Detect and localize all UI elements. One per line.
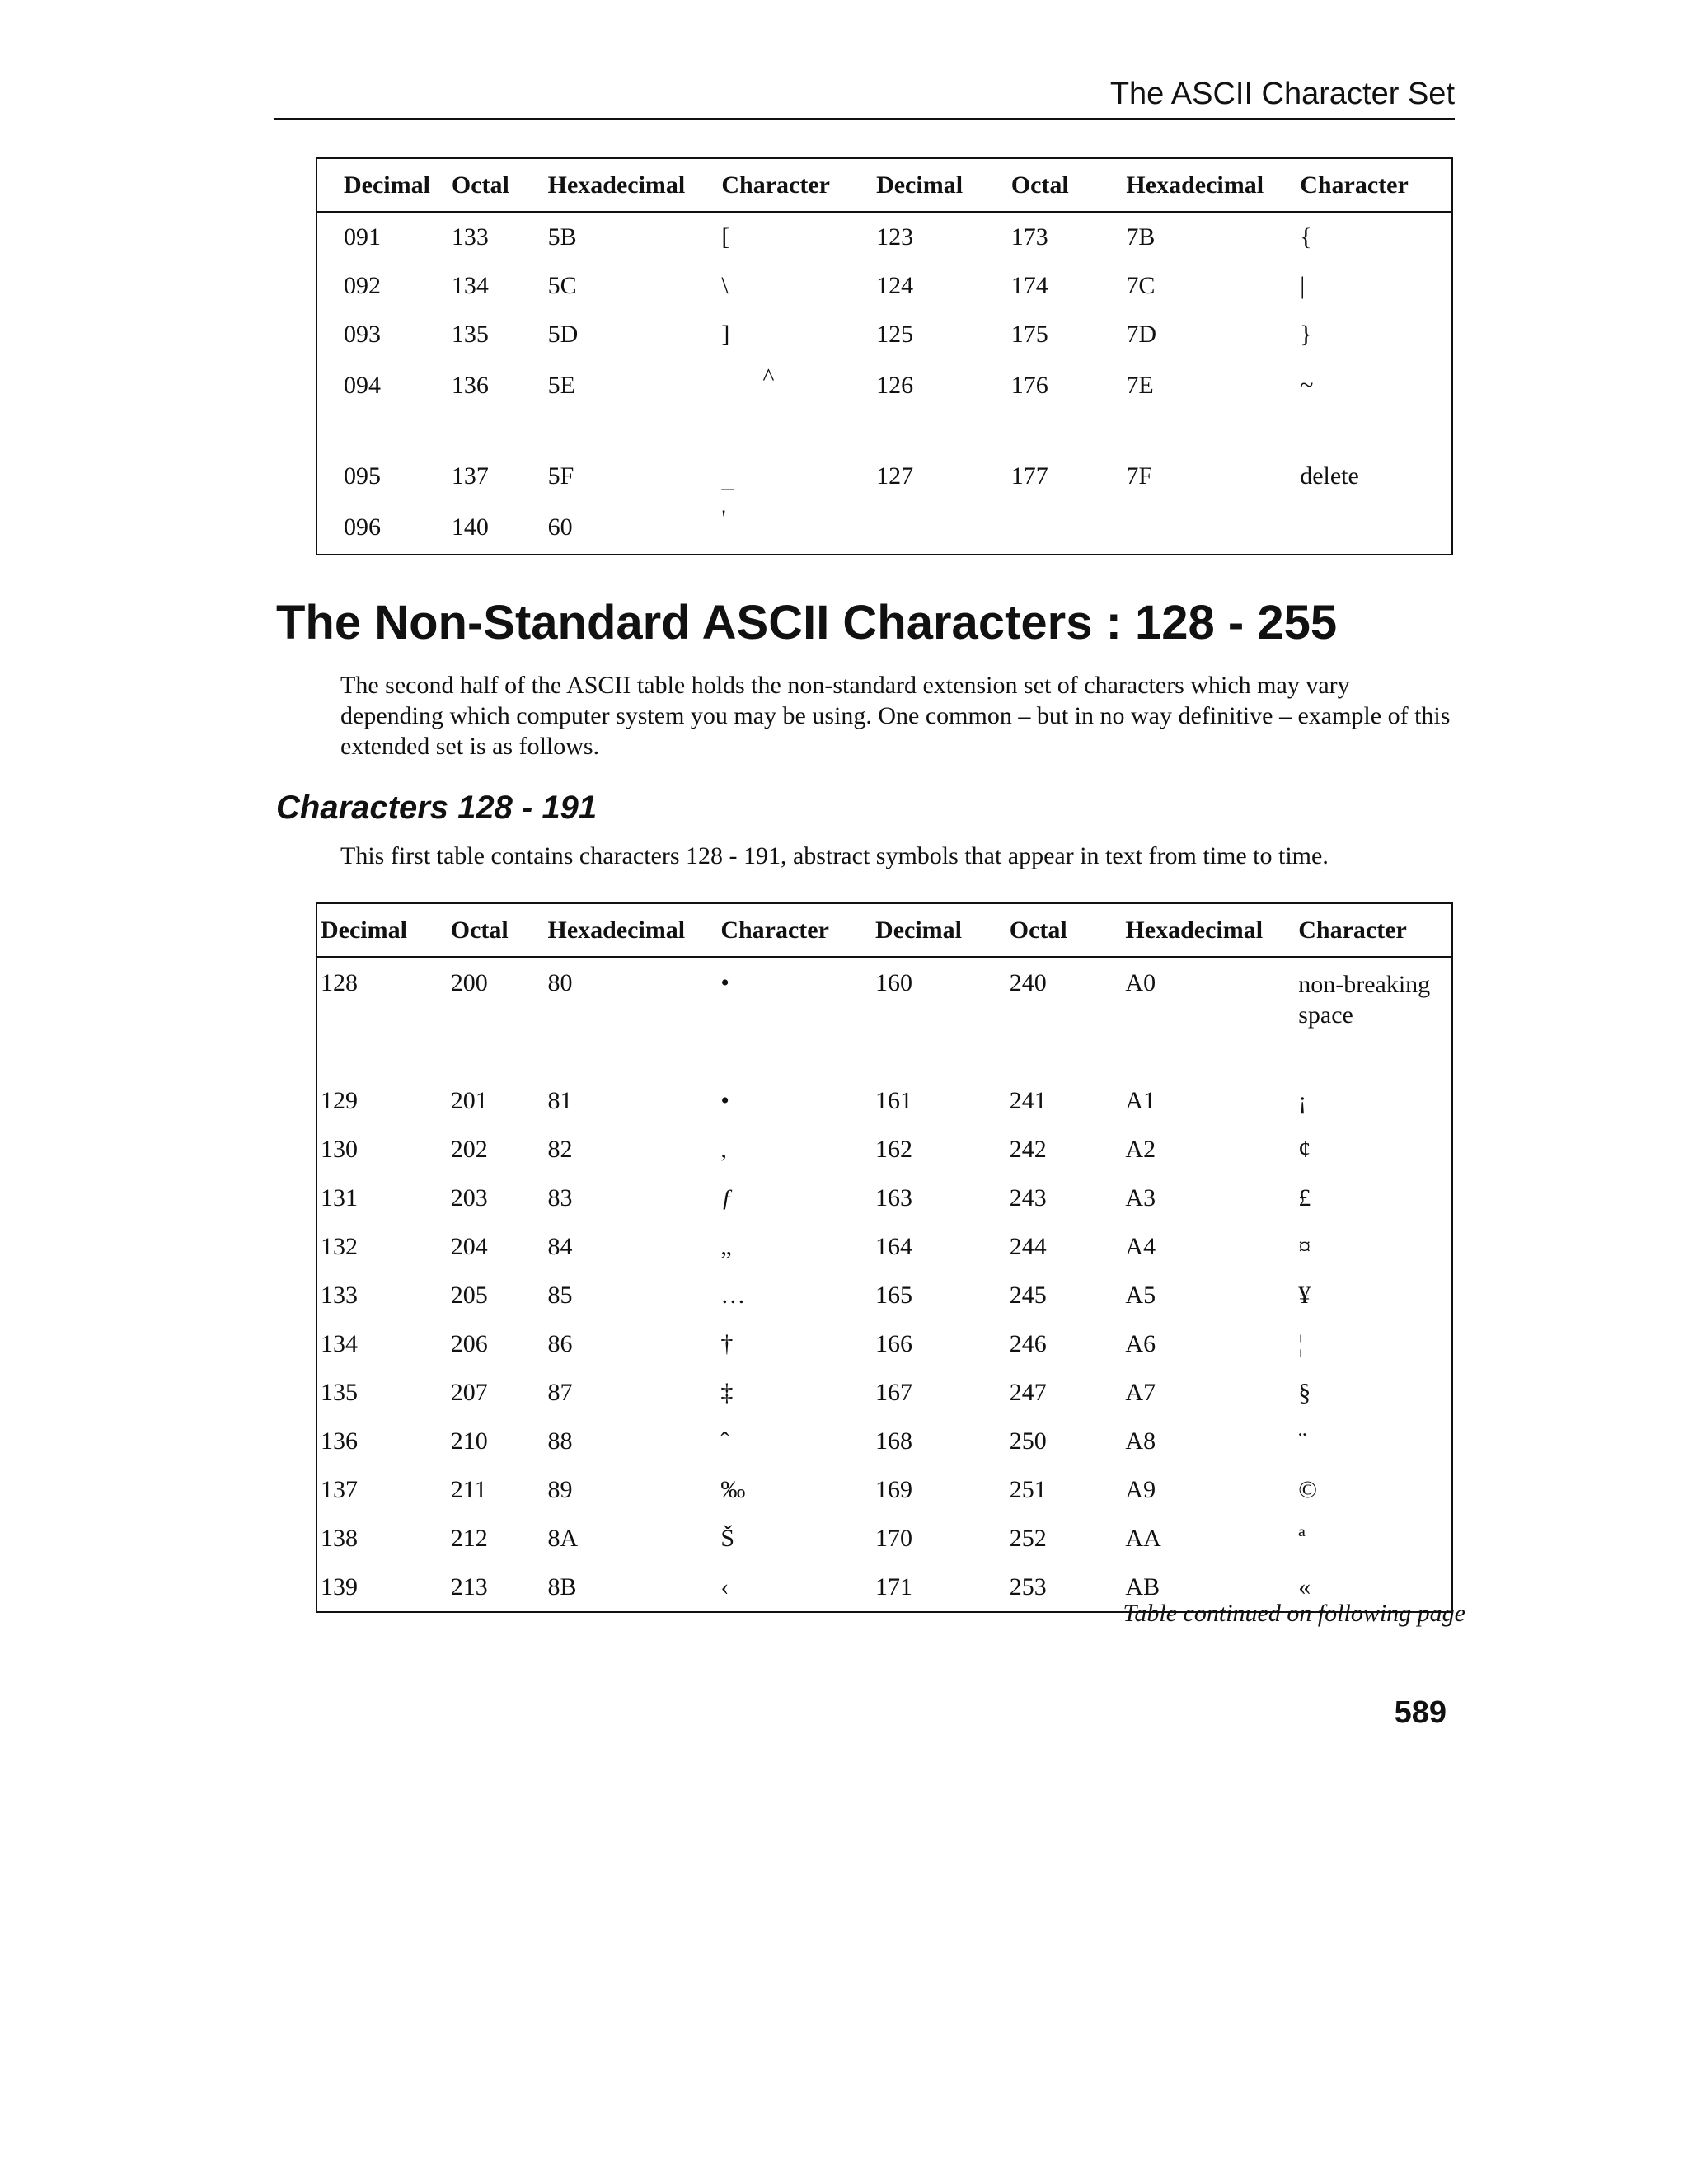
table-cell: ¢ [1298,1135,1311,1163]
table-row [316,1368,1452,1417]
table-cell: 132 [321,1232,358,1260]
table-cell: 212 [450,1524,488,1552]
table-cell: 200 [450,969,488,996]
table-cell: 253 [1009,1572,1047,1601]
running-head: The ASCII Character Set [1109,77,1455,111]
table-cell [876,500,1011,555]
table-cell: 166 [875,1329,913,1357]
table-cell: 243 [1009,1183,1047,1212]
table-cell: 207 [450,1378,488,1406]
table-cell: 123 [876,223,914,251]
table-cell: 169 [875,1475,913,1503]
table-cell: 84 [547,1232,573,1260]
table-cell: } [1300,320,1312,348]
table-cell: 096 [344,513,381,541]
table-cell: 89 [547,1475,573,1503]
table-row [316,957,1452,1076]
table-cell: ' [721,505,726,532]
table-cell: 138 [321,1524,358,1552]
table-row [316,1319,1452,1368]
table-cell: A7 [1125,1378,1156,1406]
table-cell: 211 [450,1475,487,1503]
table-cell: 135 [451,320,489,348]
table-cell: 168 [875,1427,913,1455]
table-cell: 160 [875,969,913,996]
table-cell: ‡ [720,1378,734,1406]
table-cell: † [720,1329,734,1357]
table-cell: 80 [547,969,573,996]
table-cell: 213 [450,1572,488,1601]
table-cell: 203 [450,1183,488,1212]
table-cell: 246 [1009,1329,1047,1357]
table-row [316,359,1452,412]
table-cell: 095 [344,462,381,490]
table-cell: A5 [1125,1281,1156,1309]
table-cell: 133 [321,1281,358,1309]
table-cell: § [1298,1378,1311,1406]
table-cell: 202 [450,1135,488,1163]
table-cell: 7C [1126,271,1156,299]
table-row [316,500,1452,555]
table-cell: ª [1298,1524,1306,1552]
table-cell: • [720,969,729,996]
table-cell: 167 [875,1378,913,1406]
table-row [316,261,1452,310]
table-continued-note: Table continued on following page [1123,1600,1465,1627]
table-row [316,1271,1452,1319]
table-cell: 5C [547,271,577,299]
table-cell: 135 [321,1378,358,1406]
table-cell: 128 [321,969,358,996]
table-cell: • [720,1086,729,1114]
table-cell: 5F [547,462,574,490]
table-cell: ‰ [720,1475,746,1503]
table-cell: 242 [1009,1135,1047,1163]
table-cell: 175 [1010,320,1048,348]
table-cell: ¦ [1298,1329,1304,1357]
table-cell: A4 [1125,1232,1156,1260]
table-row [316,412,1452,500]
table-row [316,212,1452,261]
col-header-octal: Octal [451,903,548,957]
table-cell: [ [721,223,730,251]
table-row [316,1125,1452,1174]
table-cell: , [720,1135,727,1163]
table-cell: | [1300,271,1306,299]
table-cell: 131 [321,1183,358,1212]
table-cell: 092 [344,271,381,299]
table-cell: 162 [875,1135,913,1163]
table-cell: 124 [876,271,914,299]
table-cell: A6 [1125,1329,1156,1357]
table-cell: 7D [1126,320,1157,348]
col-header-character: Character [720,903,875,957]
table-cell: _ [721,466,734,493]
table-row [316,1465,1452,1514]
col-header-decimal: Decimal [316,903,451,957]
table-row [316,310,1452,359]
table-cell: 244 [1009,1232,1047,1260]
table-cell: 60 [547,513,573,541]
table-cell: AA [1125,1524,1161,1552]
table-cell: 163 [875,1183,913,1212]
table-cell: 83 [547,1183,573,1212]
table-cell: ‹ [720,1572,729,1601]
table-cell: 171 [875,1572,913,1601]
table-cell: 204 [450,1232,488,1260]
table-cell: AB [1125,1572,1160,1601]
table-cell: „ [720,1232,732,1260]
table-cell: 173 [1010,223,1048,251]
table-cell: 177 [1010,462,1048,490]
table-cell: 170 [875,1524,913,1552]
col-header-hexadecimal: Hexadecimal [548,158,722,212]
col-header-octal: Octal [1011,158,1127,212]
table-cell: 251 [1009,1475,1047,1503]
table-cell: 252 [1009,1524,1047,1552]
table-cell: 176 [1010,371,1048,399]
table-cell: 247 [1009,1378,1047,1406]
col-header-decimal: Decimal [875,903,1010,957]
table-cell: 133 [451,223,489,251]
table-header-row [316,903,1452,957]
table-cell: 129 [321,1086,358,1114]
table-row [316,1514,1452,1563]
table-cell: 091 [344,223,381,251]
table-cell: 82 [547,1135,573,1163]
table-cell: 140 [451,513,489,541]
table-cell: 164 [875,1232,913,1260]
table-cell [1300,500,1452,555]
table-cell: 165 [875,1281,913,1309]
header-rule [274,118,1455,120]
subsection-title: Characters 128 - 191 [276,790,598,826]
table-row [316,1076,1452,1125]
table-cell: A3 [1125,1183,1156,1212]
table-cell: 5D [547,320,579,348]
table-cell: \ [721,271,729,299]
ascii-table-91-127 [316,157,1453,555]
table-cell: 86 [547,1329,573,1357]
table-row [316,1222,1452,1271]
col-header-hexadecimal: Hexadecimal [1125,903,1298,957]
table-cell: A1 [1125,1086,1156,1114]
table-cell: A8 [1125,1427,1156,1455]
table-cell: Š [720,1524,734,1552]
table-cell: 87 [547,1378,573,1406]
table-cell: A2 [1125,1135,1156,1163]
table-cell: ~ [1300,371,1314,399]
table-cell: 88 [547,1427,573,1455]
table-cell: 7E [1126,371,1154,399]
table-cell: 206 [450,1329,488,1357]
table-cell: 139 [321,1572,358,1601]
table-cell: … [720,1281,746,1309]
table-cell: 130 [321,1135,358,1163]
table-cell: non-breaking space [1298,971,1431,1029]
table-cell: { [1300,223,1312,251]
table-cell: 136 [321,1427,358,1455]
table-cell: 161 [875,1086,913,1114]
table-cell: 093 [344,320,381,348]
col-header-hexadecimal: Hexadecimal [1126,158,1300,212]
table-cell [1126,500,1300,555]
table-cell: A9 [1125,1475,1156,1503]
table-cell: ¥ [1298,1281,1311,1309]
col-header-octal: Octal [452,158,548,212]
table-cell: 81 [547,1086,573,1114]
table-cell: 136 [451,371,489,399]
table-cell: 210 [450,1427,488,1455]
table-cell: 134 [451,271,489,299]
col-header-character: Character [1300,158,1452,212]
table-cell: ^ [762,363,775,391]
table-cell: ] [721,320,730,348]
table-cell: 127 [876,462,914,490]
table-cell: ¤ [1298,1232,1311,1260]
table-cell: 125 [876,320,914,348]
table-cell: £ [1298,1183,1311,1212]
table-cell: A0 [1125,969,1156,996]
col-header-decimal: Decimal [316,158,452,212]
table-cell: 137 [451,462,489,490]
table-cell: 7F [1126,462,1153,490]
table-cell: 250 [1009,1427,1047,1455]
col-header-hexadecimal: Hexadecimal [548,903,721,957]
table-header-row [316,158,1452,212]
table-cell: 137 [321,1475,358,1503]
table-cell: « [1298,1572,1311,1601]
ascii-table-128-191 [316,902,1453,1613]
table-cell: 5E [547,371,575,399]
table-cell: 134 [321,1329,358,1357]
col-header-character: Character [1298,903,1452,957]
col-header-decimal: Decimal [876,158,1011,212]
table-cell: ˆ [720,1427,729,1455]
subsection-paragraph: This first table contains characters 128 - 191, abstract symbols that appear in text from time to time. [340,842,1329,869]
table-cell: 7B [1126,223,1156,251]
table-cell: 8A [547,1524,579,1552]
table-cell: 245 [1009,1281,1047,1309]
table-row [316,1417,1452,1465]
table-cell [1011,500,1127,555]
section-intro-paragraph: The second half of the ASCII table holds the non-standard extension set of characters which may vary depending which computer system you may be using. One common – but in no way definitive – example of this extended set is as follows. [340,672,1451,760]
table-cell: ¨ [1298,1427,1307,1455]
table-cell: ƒ [720,1183,734,1212]
table-cell: 094 [344,371,381,399]
section-title: The Non-Standard ASCII Characters : 128 - 255 [276,596,1338,649]
table-cell: 174 [1010,271,1048,299]
table-cell: 126 [876,371,914,399]
table-cell: 5B [547,223,577,251]
table-cell: 85 [547,1281,573,1309]
table-cell: delete [1300,462,1359,490]
table-cell: 240 [1009,969,1047,996]
col-header-character: Character [721,158,876,212]
table-cell: 205 [450,1281,488,1309]
table-cell: ¡ [1298,1086,1307,1114]
table-cell: 241 [1009,1086,1047,1114]
table-row [316,1174,1452,1222]
table-cell: © [1298,1475,1318,1503]
table-cell: 8B [547,1572,577,1601]
col-header-octal: Octal [1010,903,1126,957]
table-cell: 201 [450,1086,488,1114]
page-number: 589 [1394,1695,1447,1730]
